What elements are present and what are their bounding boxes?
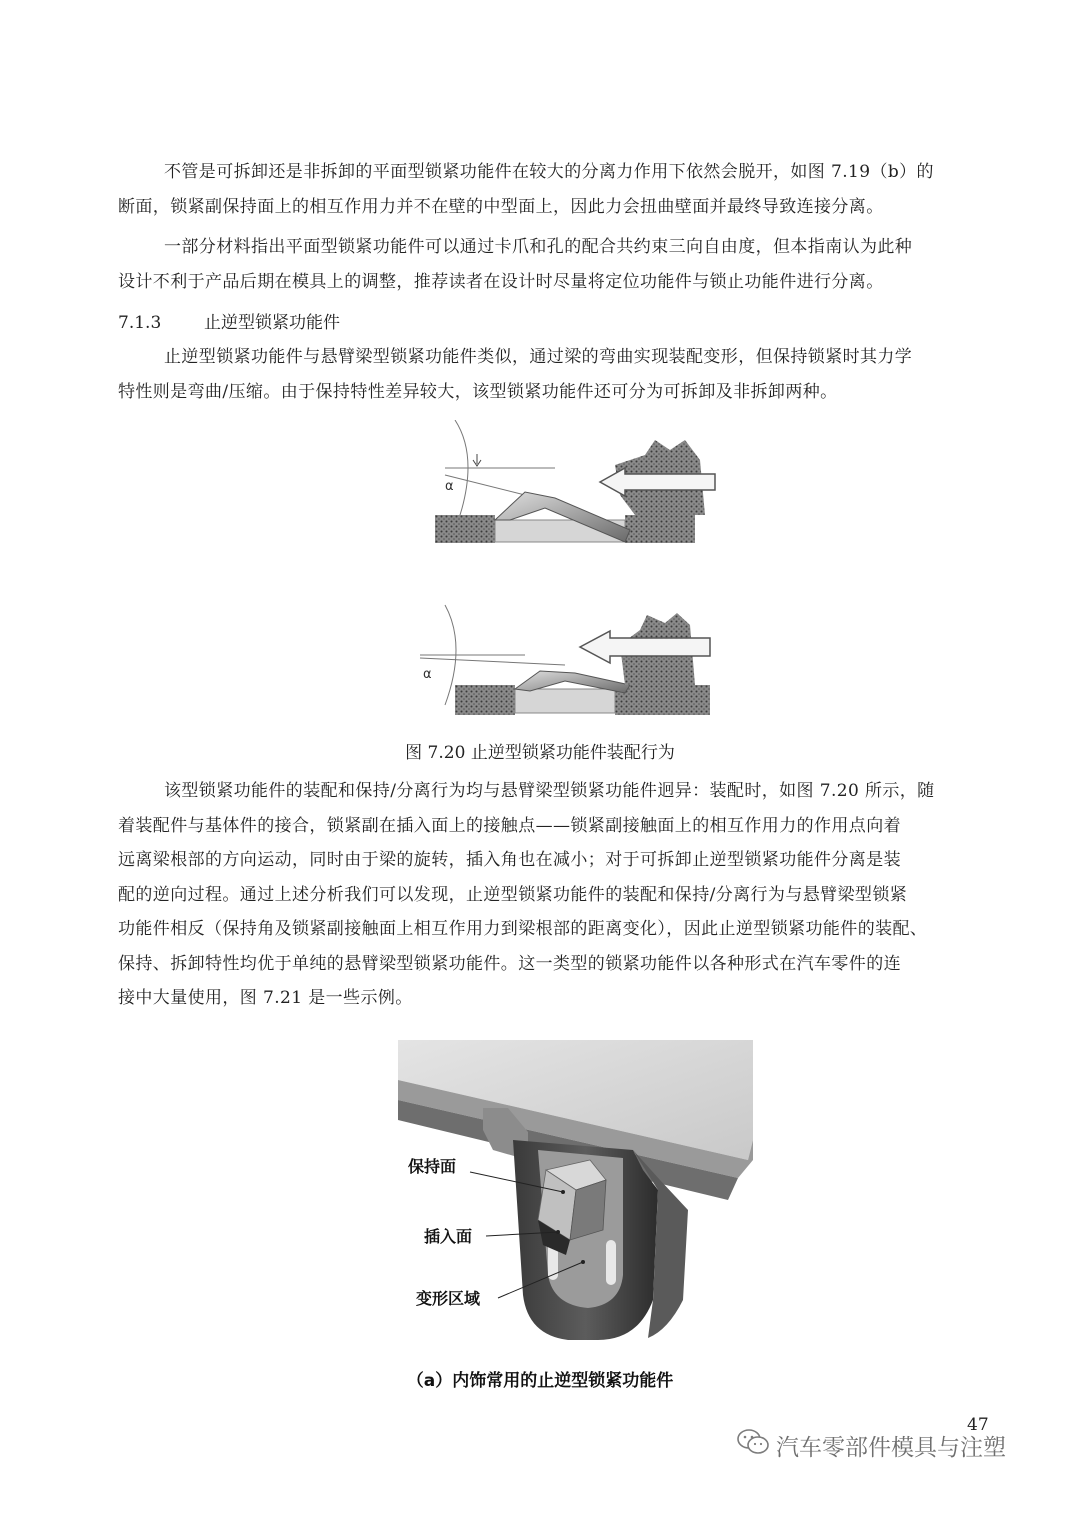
figure-7-21a-caption: （a）内饰常用的止逆型锁紧功能件 bbox=[406, 1371, 674, 1391]
section-heading bbox=[118, 308, 340, 338]
paragraph-3 bbox=[118, 340, 998, 409]
paragraph-1 bbox=[118, 155, 998, 224]
diagram-bottom bbox=[420, 605, 710, 715]
text-line: 特性则是弯曲/压缩。由于保持特性差异较大，该型锁紧功能件还可分为可拆卸及非拆卸两种。 bbox=[118, 381, 838, 402]
alpha-label: α bbox=[445, 479, 454, 494]
label-insertion-face: 插入面 bbox=[424, 1227, 473, 1246]
text-line: 接中大量使用，图 7.21 是一些示例。 bbox=[118, 988, 413, 1008]
text-line: 保持、拆卸特性均优于单纯的悬臂梁型锁紧功能件。这一类型的锁紧功能件以各种形式在汽车零件的连 bbox=[118, 953, 901, 974]
figure-7-20 bbox=[415, 420, 735, 730]
section-number: 7.1.3 bbox=[118, 313, 162, 333]
paragraph-2 bbox=[118, 230, 998, 299]
text-line: 设计不利于产品后期在模具上的调整，推荐读者在设计时尽量将定位功能件与锁止功能件进行分离。 bbox=[118, 271, 884, 292]
text-line: 止逆型锁紧功能件与悬臂梁型锁紧功能件类似，通过梁的弯曲实现装配变形，但保持锁紧时其力学 bbox=[164, 347, 913, 367]
alpha-label: α bbox=[423, 667, 432, 682]
diagram-top bbox=[435, 420, 715, 543]
section-title: 止逆型锁紧功能件 bbox=[204, 313, 340, 333]
watermark-text: 汽车零部件模具与注塑 bbox=[776, 1434, 1006, 1461]
figure-7-20-caption: 图 7.20 止逆型锁紧功能件装配行为 bbox=[405, 743, 675, 763]
text-line: 远离梁根部的方向运动，同时由于梁的旋转，插入角也在减小；对于可拆卸止逆型锁紧功能件分离是装 bbox=[118, 850, 901, 870]
page-number: 47 bbox=[967, 1415, 989, 1435]
text-line: 断面，锁紧副保持面上的相互作用力并不在壁的中型面上，因此力会扭曲壁面并最终导致连接分离。 bbox=[118, 196, 884, 217]
text-line: 着装配件与基体件的接合，锁紧副在插入面上的接触点——锁紧副接触面上的相互作用力的作用点向着 bbox=[118, 815, 901, 836]
figure-7-21a bbox=[398, 1040, 753, 1350]
watermark bbox=[736, 1428, 1006, 1462]
paragraph-4 bbox=[118, 774, 998, 1016]
snap-fit-assembly-diagram bbox=[415, 420, 735, 730]
wechat-icon bbox=[736, 1428, 770, 1462]
text-line: 一部分材料指出平面型锁紧功能件可以通过卡爪和孔的配合共约束三向自由度，但本指南认为此种 bbox=[164, 237, 913, 257]
text-line: 不管是可拆卸还是非拆卸的平面型锁紧功能件在较大的分离力作用下依然会脱开，如图 7.19（b）的 bbox=[164, 162, 934, 182]
label-deformation-zone: 变形区域 bbox=[416, 1289, 481, 1308]
text-line: 配的逆向过程。通过上述分析我们可以发现，止逆型锁紧功能件的装配和保持/分离行为与悬臂梁型锁紧 bbox=[118, 884, 908, 905]
label-retention-face: 保持面 bbox=[408, 1157, 457, 1176]
text-line: 功能件相反（保持角及锁紧副接触面上相互作用力到梁根部的距离变化），因此止逆型锁紧功能件的装配、 bbox=[118, 919, 928, 939]
text-line: 该型锁紧功能件的装配和保持/分离行为均与悬臂梁型锁紧功能件迥异：装配时，如图 7.20 所示，随 bbox=[164, 781, 935, 801]
